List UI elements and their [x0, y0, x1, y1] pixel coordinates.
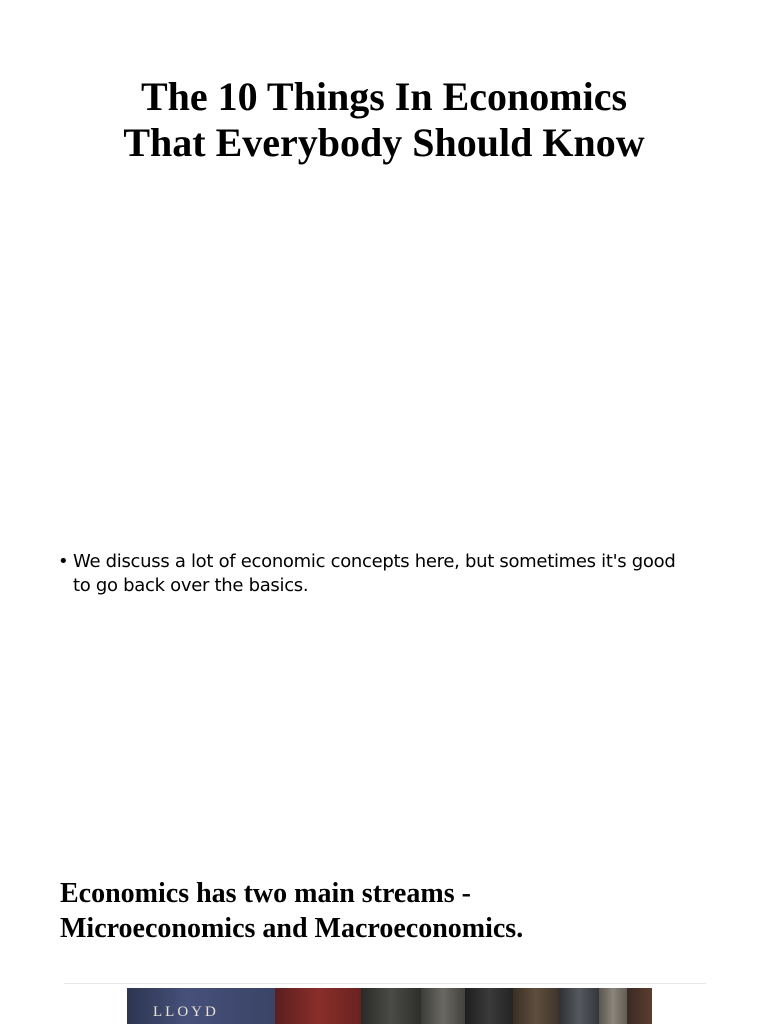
- bullet-text-line-2: to go back over the basics.: [73, 575, 309, 596]
- book-spine-brown: [513, 988, 559, 1024]
- section-heading: [60, 876, 720, 946]
- bullet-marker: •: [58, 551, 69, 572]
- books-photo: [127, 988, 652, 1024]
- book-spine-label: LLOYD: [153, 1004, 219, 1020]
- book-spine-red: [275, 988, 361, 1024]
- slide-title-line-1: The 10 Things In Economics: [140, 74, 628, 119]
- book-spine-black: [465, 988, 513, 1024]
- book-spine-light: [599, 988, 627, 1024]
- book-spine-dark: [361, 988, 421, 1024]
- book-spine-blue: [127, 988, 275, 1024]
- book-spine-grey: [421, 988, 465, 1024]
- bullet-list: [58, 550, 718, 598]
- slide-title-line-2: That Everybody Should Know: [123, 120, 645, 165]
- section-heading-line-1: Economics has two main streams -: [60, 878, 471, 909]
- bullet-text-line-1: We discuss a lot of economic concepts here, but sometimes it's good: [73, 551, 676, 572]
- list-item: [58, 550, 718, 598]
- section-heading-line-2: Microeconomics and Macroeconomics.: [60, 913, 524, 944]
- book-spine-edge: [627, 988, 652, 1024]
- divider: [64, 983, 706, 984]
- book-spine-slate: [559, 988, 599, 1024]
- slide-title: [40, 74, 728, 166]
